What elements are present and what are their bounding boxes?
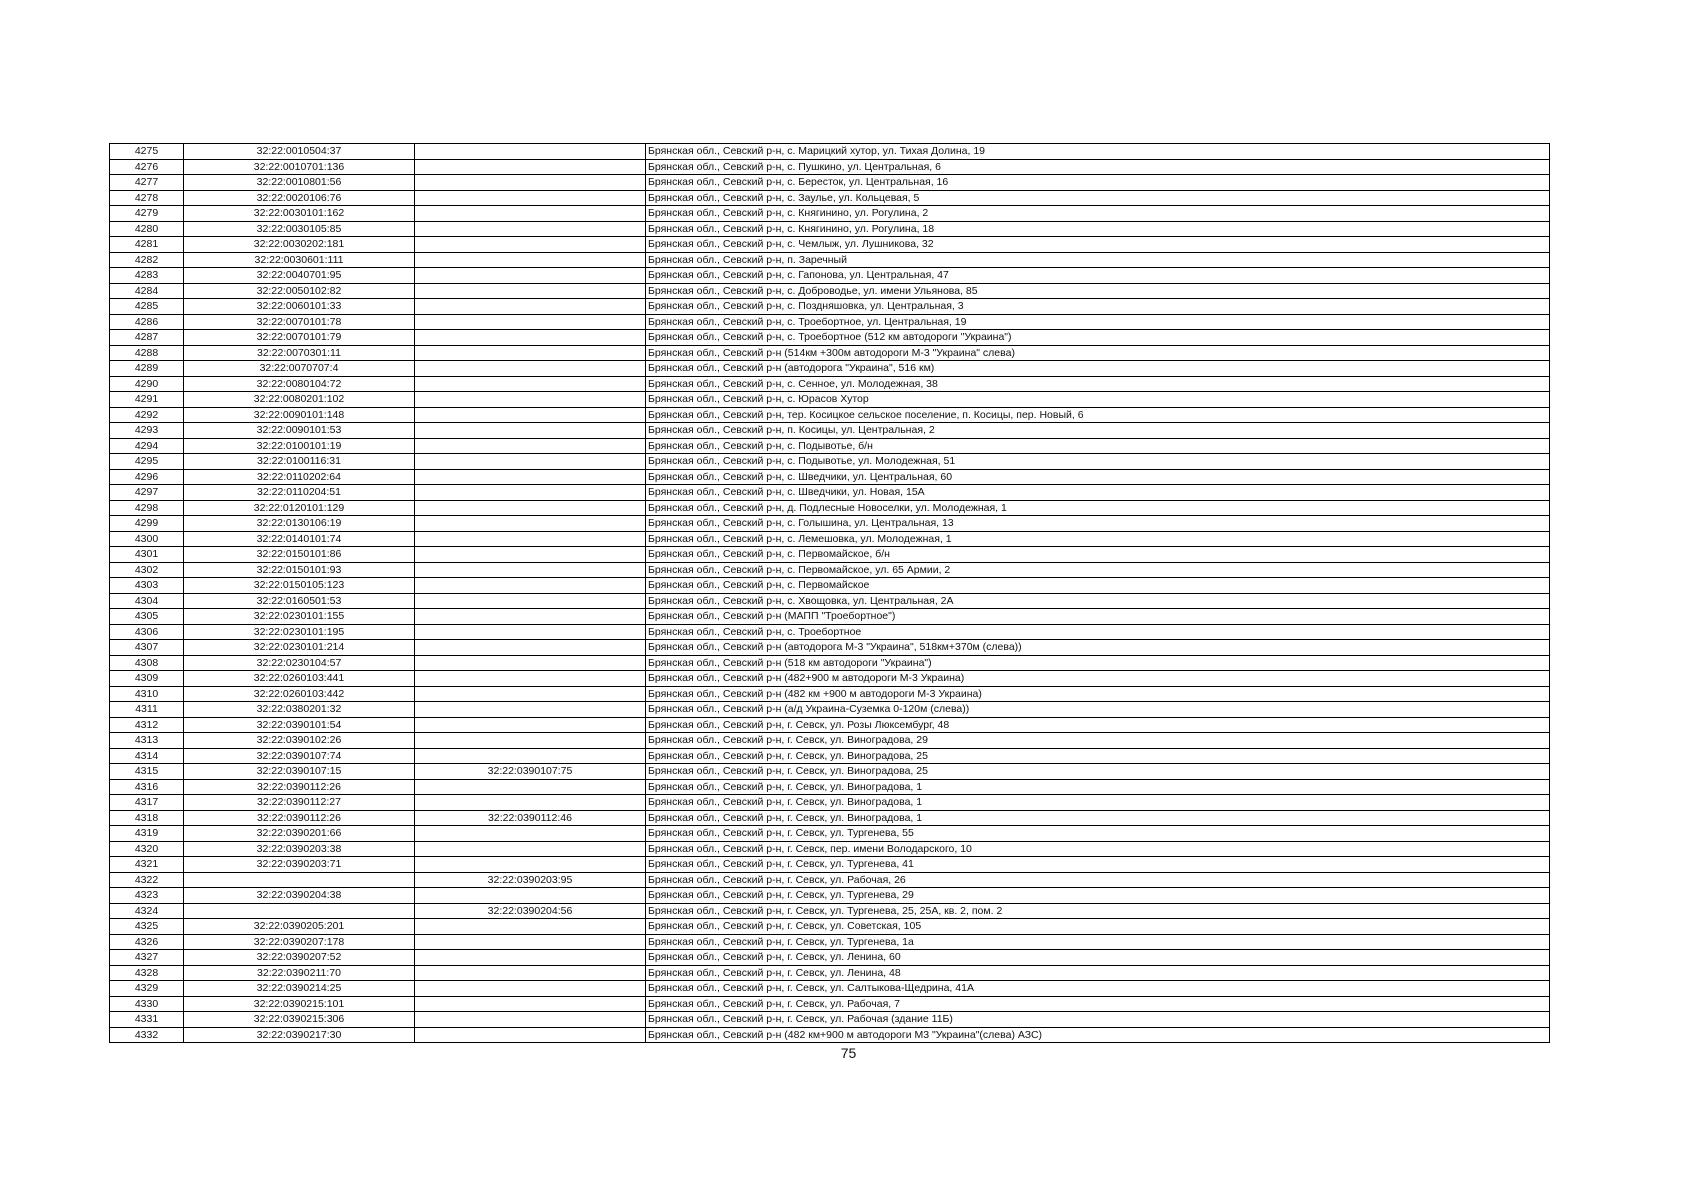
cadastral-number-cell: 32:22:0090101:148 bbox=[184, 407, 415, 423]
table-row bbox=[110, 764, 1550, 780]
related-cadastral-number-cell bbox=[415, 361, 646, 377]
row-number-cell: 4302 bbox=[110, 562, 184, 578]
address-cell: Брянская обл., Севский р-н, тер. Косицкое сельское поселение, п. Косицы, пер. Новый, 6 bbox=[646, 407, 1550, 423]
address-cell: Брянская обл., Севский р-н (482 км+900 м автодороги М3 "Украина"(слева) АЗС) bbox=[646, 1027, 1550, 1043]
table-row bbox=[110, 330, 1550, 346]
cadastral-number-cell: 32:22:0230101:214 bbox=[184, 640, 415, 656]
cadastral-number-cell: 32:22:0030105:85 bbox=[184, 221, 415, 237]
cadastral-number-cell: 32:22:0390112:27 bbox=[184, 795, 415, 811]
table-row bbox=[110, 361, 1550, 377]
cadastral-number-cell: 32:22:0390201:66 bbox=[184, 826, 415, 842]
address-cell: Брянская обл., Севский р-н, г. Севск, ул. Тургенева, 25, 25А, кв. 2, пом. 2 bbox=[646, 903, 1550, 919]
related-cadastral-number-cell bbox=[415, 981, 646, 997]
related-cadastral-number-cell bbox=[415, 237, 646, 253]
table-row bbox=[110, 624, 1550, 640]
cadastral-number-cell: 32:22:0390207:178 bbox=[184, 934, 415, 950]
row-number-cell: 4293 bbox=[110, 423, 184, 439]
cadastral-number-cell: 32:22:0070707:4 bbox=[184, 361, 415, 377]
table-row bbox=[110, 469, 1550, 485]
table-row bbox=[110, 965, 1550, 981]
row-number-cell: 4277 bbox=[110, 175, 184, 191]
related-cadastral-number-cell bbox=[415, 934, 646, 950]
address-cell: Брянская обл., Севский р-н, с. Чемлыж, ул. Лушникова, 32 bbox=[646, 237, 1550, 253]
address-cell: Брянская обл., Севский р-н, п. Косицы, ул. Центральная, 2 bbox=[646, 423, 1550, 439]
table-row bbox=[110, 1027, 1550, 1043]
row-number-cell: 4285 bbox=[110, 299, 184, 315]
related-cadastral-number-cell bbox=[415, 547, 646, 563]
cadastral-number-cell: 32:22:0020106:76 bbox=[184, 190, 415, 206]
address-cell: Брянская обл., Севский р-н (а/д Украина-Суземка 0-120м (слева)) bbox=[646, 702, 1550, 718]
row-number-cell: 4310 bbox=[110, 686, 184, 702]
address-cell: Брянская обл., Севский р-н, г. Севск, ул. Виноградова, 1 bbox=[646, 795, 1550, 811]
table-row bbox=[110, 376, 1550, 392]
related-cadastral-number-cell bbox=[415, 1027, 646, 1043]
row-number-cell: 4325 bbox=[110, 919, 184, 935]
table-row bbox=[110, 640, 1550, 656]
row-number-cell: 4303 bbox=[110, 578, 184, 594]
cadastral-number-cell: 32:22:0390112:26 bbox=[184, 779, 415, 795]
cadastral-number-cell: 32:22:0230101:155 bbox=[184, 609, 415, 625]
address-cell: Брянская обл., Севский р-н, г. Севск, ул. Ленина, 48 bbox=[646, 965, 1550, 981]
related-cadastral-number-cell bbox=[415, 299, 646, 315]
cadastral-number-cell: 32:22:0390203:71 bbox=[184, 857, 415, 873]
address-cell: Брянская обл., Севский р-н, г. Севск, ул. Виноградова, 29 bbox=[646, 733, 1550, 749]
related-cadastral-number-cell bbox=[415, 454, 646, 470]
related-cadastral-number-cell bbox=[415, 252, 646, 268]
row-number-cell: 4294 bbox=[110, 438, 184, 454]
cadastral-number-cell: 32:22:0390203:38 bbox=[184, 841, 415, 857]
table-row bbox=[110, 748, 1550, 764]
related-cadastral-number-cell bbox=[415, 330, 646, 346]
table-row bbox=[110, 934, 1550, 950]
related-cadastral-number-cell bbox=[415, 221, 646, 237]
table-row bbox=[110, 733, 1550, 749]
address-cell: Брянская обл., Севский р-н, с. Береcток, ул. Центральная, 16 bbox=[646, 175, 1550, 191]
row-number-cell: 4282 bbox=[110, 252, 184, 268]
related-cadastral-number-cell bbox=[415, 686, 646, 702]
table-row bbox=[110, 950, 1550, 966]
cadastral-number-cell: 32:22:0230101:195 bbox=[184, 624, 415, 640]
related-cadastral-number-cell bbox=[415, 268, 646, 284]
cadastral-number-cell: 32:22:0130106:19 bbox=[184, 516, 415, 532]
cadastral-number-cell bbox=[184, 903, 415, 919]
related-cadastral-number-cell bbox=[415, 624, 646, 640]
address-cell: Брянская обл., Севский р-н, г. Севск, ул. Виноградова, 25 bbox=[646, 748, 1550, 764]
row-number-cell: 4313 bbox=[110, 733, 184, 749]
related-cadastral-number-cell bbox=[415, 314, 646, 330]
address-cell: Брянская обл., Севский р-н, г. Севск, ул. Рабочая, 7 bbox=[646, 996, 1550, 1012]
table-row bbox=[110, 547, 1550, 563]
table-row bbox=[110, 1012, 1550, 1028]
cadastral-number-cell: 32:22:0050102:82 bbox=[184, 283, 415, 299]
row-number-cell: 4314 bbox=[110, 748, 184, 764]
row-number-cell: 4318 bbox=[110, 810, 184, 826]
cadastral-number-cell: 32:22:0120101:129 bbox=[184, 500, 415, 516]
row-number-cell: 4332 bbox=[110, 1027, 184, 1043]
table-row bbox=[110, 841, 1550, 857]
related-cadastral-number-cell bbox=[415, 500, 646, 516]
cadastral-number-cell: 32:22:0070301:11 bbox=[184, 345, 415, 361]
address-cell: Брянская обл., Севский р-н, с. Шведчики, ул. Центральная, 60 bbox=[646, 469, 1550, 485]
row-number-cell: 4289 bbox=[110, 361, 184, 377]
cadastral-number-cell: 32:22:0390101:54 bbox=[184, 717, 415, 733]
cadastral-number-cell: 32:22:0030101:162 bbox=[184, 206, 415, 222]
table-row bbox=[110, 454, 1550, 470]
table-row bbox=[110, 795, 1550, 811]
cadastral-number-cell: 32:22:0100116:31 bbox=[184, 454, 415, 470]
address-cell: Брянская обл., Севский р-н, г. Севск, ул. Тургенева, 1а bbox=[646, 934, 1550, 950]
cadastral-number-cell: 32:22:0040701:95 bbox=[184, 268, 415, 284]
cadastral-number-cell: 32:22:0100101:19 bbox=[184, 438, 415, 454]
address-cell: Брянская обл., Севский р-н, д. Подлесные Новоселки, ул. Молодежная, 1 bbox=[646, 500, 1550, 516]
address-cell: Брянская обл., Севский р-н, п. Заречный bbox=[646, 252, 1550, 268]
address-cell: Брянская обл., Севский р-н, с. Голышина, ул. Центральная, 13 bbox=[646, 516, 1550, 532]
registry-table bbox=[109, 143, 1550, 1043]
table-row bbox=[110, 500, 1550, 516]
address-cell: Брянская обл., Севский р-н, с. Подывотье, б/н bbox=[646, 438, 1550, 454]
row-number-cell: 4292 bbox=[110, 407, 184, 423]
table-row bbox=[110, 717, 1550, 733]
row-number-cell: 4311 bbox=[110, 702, 184, 718]
row-number-cell: 4298 bbox=[110, 500, 184, 516]
row-number-cell: 4331 bbox=[110, 1012, 184, 1028]
row-number-cell: 4330 bbox=[110, 996, 184, 1012]
address-cell: Брянская обл., Севский р-н, с. Заулье, ул. Кольцевая, 5 bbox=[646, 190, 1550, 206]
address-cell: Брянская обл., Севский р-н, с. Троебортное, ул. Центральная, 19 bbox=[646, 314, 1550, 330]
row-number-cell: 4299 bbox=[110, 516, 184, 532]
row-number-cell: 4281 bbox=[110, 237, 184, 253]
address-cell: Брянская обл., Севский р-н (482 км +900 м автодороги М-3 Украина) bbox=[646, 686, 1550, 702]
address-cell: Брянская обл., Севский р-н, г. Севск, ул. Салтыкова-Щедрина, 41А bbox=[646, 981, 1550, 997]
address-cell: Брянская обл., Севский р-н, с. Подывотье, ул. Молодежная, 51 bbox=[646, 454, 1550, 470]
cadastral-number-cell: 32:22:0390211:70 bbox=[184, 965, 415, 981]
cadastral-number-cell bbox=[184, 872, 415, 888]
address-cell: Брянская обл., Севский р-н, с. Троебортное (512 км автодороги "Украина") bbox=[646, 330, 1550, 346]
related-cadastral-number-cell: 32:22:0390204:56 bbox=[415, 903, 646, 919]
related-cadastral-number-cell bbox=[415, 609, 646, 625]
row-number-cell: 4315 bbox=[110, 764, 184, 780]
address-cell: Брянская обл., Севский р-н, с. Первомайское, ул. 65 Армии, 2 bbox=[646, 562, 1550, 578]
related-cadastral-number-cell bbox=[415, 919, 646, 935]
cadastral-number-cell: 32:22:0390102:26 bbox=[184, 733, 415, 749]
related-cadastral-number-cell bbox=[415, 779, 646, 795]
row-number-cell: 4288 bbox=[110, 345, 184, 361]
table-row bbox=[110, 283, 1550, 299]
row-number-cell: 4295 bbox=[110, 454, 184, 470]
address-cell: Брянская обл., Севский р-н, с. Хвощовка, ул. Центральная, 2А bbox=[646, 593, 1550, 609]
table-row bbox=[110, 686, 1550, 702]
table-row bbox=[110, 671, 1550, 687]
page-number: 75 bbox=[840, 1045, 857, 1061]
related-cadastral-number-cell bbox=[415, 717, 646, 733]
related-cadastral-number-cell bbox=[415, 438, 646, 454]
address-cell: Брянская обл., Севский р-н (автодорога "Украина", 516 км) bbox=[646, 361, 1550, 377]
related-cadastral-number-cell bbox=[415, 392, 646, 408]
table-row bbox=[110, 252, 1550, 268]
cadastral-number-cell: 32:22:0090101:53 bbox=[184, 423, 415, 439]
related-cadastral-number-cell bbox=[415, 888, 646, 904]
related-cadastral-number-cell: 32:22:0390107:75 bbox=[415, 764, 646, 780]
related-cadastral-number-cell bbox=[415, 423, 646, 439]
address-cell: Брянская обл., Севский р-н, с. Доброводье, ул. имени Ульянова, 85 bbox=[646, 283, 1550, 299]
related-cadastral-number-cell bbox=[415, 795, 646, 811]
row-number-cell: 4316 bbox=[110, 779, 184, 795]
related-cadastral-number-cell bbox=[415, 950, 646, 966]
related-cadastral-number-cell bbox=[415, 1012, 646, 1028]
table-row bbox=[110, 562, 1550, 578]
table-row bbox=[110, 578, 1550, 594]
table-row bbox=[110, 407, 1550, 423]
related-cadastral-number-cell: 32:22:0390203:95 bbox=[415, 872, 646, 888]
row-number-cell: 4279 bbox=[110, 206, 184, 222]
address-cell: Брянская обл., Севский р-н (автодорога М-3 "Украина", 518км+370м (слева)) bbox=[646, 640, 1550, 656]
table-row bbox=[110, 779, 1550, 795]
table-row bbox=[110, 702, 1550, 718]
address-cell: Брянская обл., Севский р-н, с. Гапонова, ул. Центральная, 47 bbox=[646, 268, 1550, 284]
cadastral-number-cell: 32:22:0390207:52 bbox=[184, 950, 415, 966]
row-number-cell: 4286 bbox=[110, 314, 184, 330]
document-page bbox=[109, 143, 1549, 1043]
address-cell: Брянская обл., Севский р-н, с. Лемешовка, ул. Молодежная, 1 bbox=[646, 531, 1550, 547]
row-number-cell: 4308 bbox=[110, 655, 184, 671]
row-number-cell: 4297 bbox=[110, 485, 184, 501]
table-row bbox=[110, 609, 1550, 625]
row-number-cell: 4283 bbox=[110, 268, 184, 284]
row-number-cell: 4329 bbox=[110, 981, 184, 997]
table-row bbox=[110, 872, 1550, 888]
related-cadastral-number-cell bbox=[415, 516, 646, 532]
table-row bbox=[110, 345, 1550, 361]
table-row bbox=[110, 996, 1550, 1012]
row-number-cell: 4300 bbox=[110, 531, 184, 547]
cadastral-number-cell: 32:22:0060101:33 bbox=[184, 299, 415, 315]
row-number-cell: 4275 bbox=[110, 144, 184, 160]
address-cell: Брянская обл., Севский р-н, с. Поздняшовка, ул. Центральная, 3 bbox=[646, 299, 1550, 315]
related-cadastral-number-cell bbox=[415, 376, 646, 392]
related-cadastral-number-cell bbox=[415, 655, 646, 671]
row-number-cell: 4276 bbox=[110, 159, 184, 175]
related-cadastral-number-cell bbox=[415, 531, 646, 547]
row-number-cell: 4307 bbox=[110, 640, 184, 656]
table-row bbox=[110, 531, 1550, 547]
cadastral-number-cell: 32:22:0390205:201 bbox=[184, 919, 415, 935]
row-number-cell: 4321 bbox=[110, 857, 184, 873]
related-cadastral-number-cell bbox=[415, 996, 646, 1012]
row-number-cell: 4312 bbox=[110, 717, 184, 733]
related-cadastral-number-cell bbox=[415, 593, 646, 609]
related-cadastral-number-cell bbox=[415, 485, 646, 501]
row-number-cell: 4296 bbox=[110, 469, 184, 485]
related-cadastral-number-cell bbox=[415, 190, 646, 206]
related-cadastral-number-cell bbox=[415, 671, 646, 687]
row-number-cell: 4306 bbox=[110, 624, 184, 640]
address-cell: Брянская обл., Севский р-н, с. Сенное, ул. Молодежная, 38 bbox=[646, 376, 1550, 392]
cadastral-number-cell: 32:22:0030601:111 bbox=[184, 252, 415, 268]
cadastral-number-cell: 32:22:0010801:56 bbox=[184, 175, 415, 191]
related-cadastral-number-cell bbox=[415, 748, 646, 764]
address-cell: Брянская обл., Севский р-н (518 км автодороги "Украина") bbox=[646, 655, 1550, 671]
related-cadastral-number-cell bbox=[415, 965, 646, 981]
row-number-cell: 4328 bbox=[110, 965, 184, 981]
cadastral-number-cell: 32:22:0260103:441 bbox=[184, 671, 415, 687]
related-cadastral-number-cell bbox=[415, 159, 646, 175]
cadastral-number-cell: 32:22:0080104:72 bbox=[184, 376, 415, 392]
cadastral-number-cell: 32:22:0070101:79 bbox=[184, 330, 415, 346]
table-row bbox=[110, 810, 1550, 826]
address-cell: Брянская обл., Севский р-н, г. Севск, ул. Розы Люксембург, 48 bbox=[646, 717, 1550, 733]
address-cell: Брянская обл., Севский р-н, с. Первомайское bbox=[646, 578, 1550, 594]
address-cell: Брянская обл., Севский р-н (514км +300м автодороги М-3 "Украина" слева) bbox=[646, 345, 1550, 361]
table-row bbox=[110, 888, 1550, 904]
table-row bbox=[110, 903, 1550, 919]
row-number-cell: 4324 bbox=[110, 903, 184, 919]
cadastral-number-cell: 32:22:0260103:442 bbox=[184, 686, 415, 702]
table-row bbox=[110, 423, 1550, 439]
address-cell: Брянская обл., Севский р-н, г. Севск, ул. Советская, 105 bbox=[646, 919, 1550, 935]
address-cell: Брянская обл., Севский р-н, г. Севск, ул. Виноградова, 25 bbox=[646, 764, 1550, 780]
cadastral-number-cell: 32:22:0030202:181 bbox=[184, 237, 415, 253]
address-cell: Брянская обл., Севский р-н, с. Княгинино, ул. Рогулина, 2 bbox=[646, 206, 1550, 222]
row-number-cell: 4287 bbox=[110, 330, 184, 346]
row-number-cell: 4319 bbox=[110, 826, 184, 842]
address-cell: Брянская обл., Севский р-н, г. Севск, ул. Рабочая, 26 bbox=[646, 872, 1550, 888]
cadastral-number-cell: 32:22:0080201:102 bbox=[184, 392, 415, 408]
cadastral-number-cell: 32:22:0150101:86 bbox=[184, 547, 415, 563]
address-cell: Брянская обл., Севский р-н, с. Троебортное bbox=[646, 624, 1550, 640]
table-row bbox=[110, 237, 1550, 253]
row-number-cell: 4290 bbox=[110, 376, 184, 392]
table-row bbox=[110, 190, 1550, 206]
related-cadastral-number-cell bbox=[415, 826, 646, 842]
address-cell: Брянская обл., Севский р-н, г. Севск, ул. Виноградова, 1 bbox=[646, 810, 1550, 826]
cadastral-number-cell: 32:22:0010701:136 bbox=[184, 159, 415, 175]
row-number-cell: 4320 bbox=[110, 841, 184, 857]
related-cadastral-number-cell bbox=[415, 857, 646, 873]
table-row bbox=[110, 268, 1550, 284]
cadastral-number-cell: 32:22:0390107:74 bbox=[184, 748, 415, 764]
row-number-cell: 4327 bbox=[110, 950, 184, 966]
row-number-cell: 4301 bbox=[110, 547, 184, 563]
cadastral-number-cell: 32:22:0390112:26 bbox=[184, 810, 415, 826]
address-cell: Брянская обл., Севский р-н, с. Шведчики, ул. Новая, 15А bbox=[646, 485, 1550, 501]
cadastral-number-cell: 32:22:0390215:306 bbox=[184, 1012, 415, 1028]
related-cadastral-number-cell bbox=[415, 469, 646, 485]
related-cadastral-number-cell bbox=[415, 578, 646, 594]
related-cadastral-number-cell bbox=[415, 733, 646, 749]
cadastral-number-cell: 32:22:0140101:74 bbox=[184, 531, 415, 547]
address-cell: Брянская обл., Севский р-н, г. Севск, пер. имени Володарского, 10 bbox=[646, 841, 1550, 857]
table-row bbox=[110, 314, 1550, 330]
row-number-cell: 4304 bbox=[110, 593, 184, 609]
table-row bbox=[110, 981, 1550, 997]
table-row bbox=[110, 655, 1550, 671]
table-row bbox=[110, 159, 1550, 175]
table-row bbox=[110, 221, 1550, 237]
cadastral-number-cell: 32:22:0230104:57 bbox=[184, 655, 415, 671]
cadastral-number-cell: 32:22:0390107:15 bbox=[184, 764, 415, 780]
related-cadastral-number-cell bbox=[415, 841, 646, 857]
row-number-cell: 4323 bbox=[110, 888, 184, 904]
related-cadastral-number-cell bbox=[415, 345, 646, 361]
table-row bbox=[110, 593, 1550, 609]
related-cadastral-number-cell bbox=[415, 640, 646, 656]
related-cadastral-number-cell bbox=[415, 206, 646, 222]
address-cell: Брянская обл., Севский р-н, г. Севск, ул. Тургенева, 41 bbox=[646, 857, 1550, 873]
table-row bbox=[110, 826, 1550, 842]
table-row bbox=[110, 919, 1550, 935]
cadastral-number-cell: 32:22:0390214:25 bbox=[184, 981, 415, 997]
row-number-cell: 4309 bbox=[110, 671, 184, 687]
cadastral-number-cell: 32:22:0390217:30 bbox=[184, 1027, 415, 1043]
address-cell: Брянская обл., Севский р-н, с. Юрасов Хутор bbox=[646, 392, 1550, 408]
related-cadastral-number-cell bbox=[415, 283, 646, 299]
related-cadastral-number-cell bbox=[415, 702, 646, 718]
cadastral-number-cell: 32:22:0390215:101 bbox=[184, 996, 415, 1012]
address-cell: Брянская обл., Севский р-н, с. Пушкино, ул. Центральная, 6 bbox=[646, 159, 1550, 175]
address-cell: Брянская обл., Севский р-н, с. Княгинино, ул. Рогулина, 18 bbox=[646, 221, 1550, 237]
cadastral-number-cell: 32:22:0150101:93 bbox=[184, 562, 415, 578]
cadastral-number-cell: 32:22:0110204:51 bbox=[184, 485, 415, 501]
related-cadastral-number-cell: 32:22:0390112:46 bbox=[415, 810, 646, 826]
table-row bbox=[110, 175, 1550, 191]
table-row bbox=[110, 516, 1550, 532]
row-number-cell: 4278 bbox=[110, 190, 184, 206]
table-row bbox=[110, 392, 1550, 408]
table-row bbox=[110, 206, 1550, 222]
address-cell: Брянская обл., Севский р-н, г. Севск, ул. Тургенева, 55 bbox=[646, 826, 1550, 842]
address-cell: Брянская обл., Севский р-н, с. Первомайское, б/н bbox=[646, 547, 1550, 563]
table-row bbox=[110, 438, 1550, 454]
table-row bbox=[110, 857, 1550, 873]
address-cell: Брянская обл., Севский р-н, г. Севск, ул. Виноградова, 1 bbox=[646, 779, 1550, 795]
row-number-cell: 4326 bbox=[110, 934, 184, 950]
address-cell: Брянская обл., Севский р-н (МАПП "Троебортное") bbox=[646, 609, 1550, 625]
related-cadastral-number-cell bbox=[415, 175, 646, 191]
cadastral-number-cell: 32:22:0160501:53 bbox=[184, 593, 415, 609]
row-number-cell: 4280 bbox=[110, 221, 184, 237]
row-number-cell: 4284 bbox=[110, 283, 184, 299]
row-number-cell: 4322 bbox=[110, 872, 184, 888]
cadastral-number-cell: 32:22:0380201:32 bbox=[184, 702, 415, 718]
address-cell: Брянская обл., Севский р-н, с. Марицкий хутор, ул. Тихая Долина, 19 bbox=[646, 144, 1550, 160]
address-cell: Брянская обл., Севский р-н, г. Севск, ул. Рабочая (здание 11Б) bbox=[646, 1012, 1550, 1028]
cadastral-number-cell: 32:22:0150105:123 bbox=[184, 578, 415, 594]
row-number-cell: 4317 bbox=[110, 795, 184, 811]
table-row bbox=[110, 299, 1550, 315]
related-cadastral-number-cell bbox=[415, 562, 646, 578]
address-cell: Брянская обл., Севский р-н, г. Севск, ул. Тургенева, 29 bbox=[646, 888, 1550, 904]
cadastral-number-cell: 32:22:0010504:37 bbox=[184, 144, 415, 160]
table-row bbox=[110, 485, 1550, 501]
address-cell: Брянская обл., Севский р-н (482+900 м автодороги М-3 Украина) bbox=[646, 671, 1550, 687]
row-number-cell: 4291 bbox=[110, 392, 184, 408]
related-cadastral-number-cell bbox=[415, 407, 646, 423]
cadastral-number-cell: 32:22:0070101:78 bbox=[184, 314, 415, 330]
row-number-cell: 4305 bbox=[110, 609, 184, 625]
cadastral-number-cell: 32:22:0390204:38 bbox=[184, 888, 415, 904]
address-cell: Брянская обл., Севский р-н, г. Севск, ул. Ленина, 60 bbox=[646, 950, 1550, 966]
related-cadastral-number-cell bbox=[415, 144, 646, 160]
cadastral-number-cell: 32:22:0110202:64 bbox=[184, 469, 415, 485]
registry-table-body bbox=[110, 144, 1550, 1043]
table-row bbox=[110, 144, 1550, 160]
